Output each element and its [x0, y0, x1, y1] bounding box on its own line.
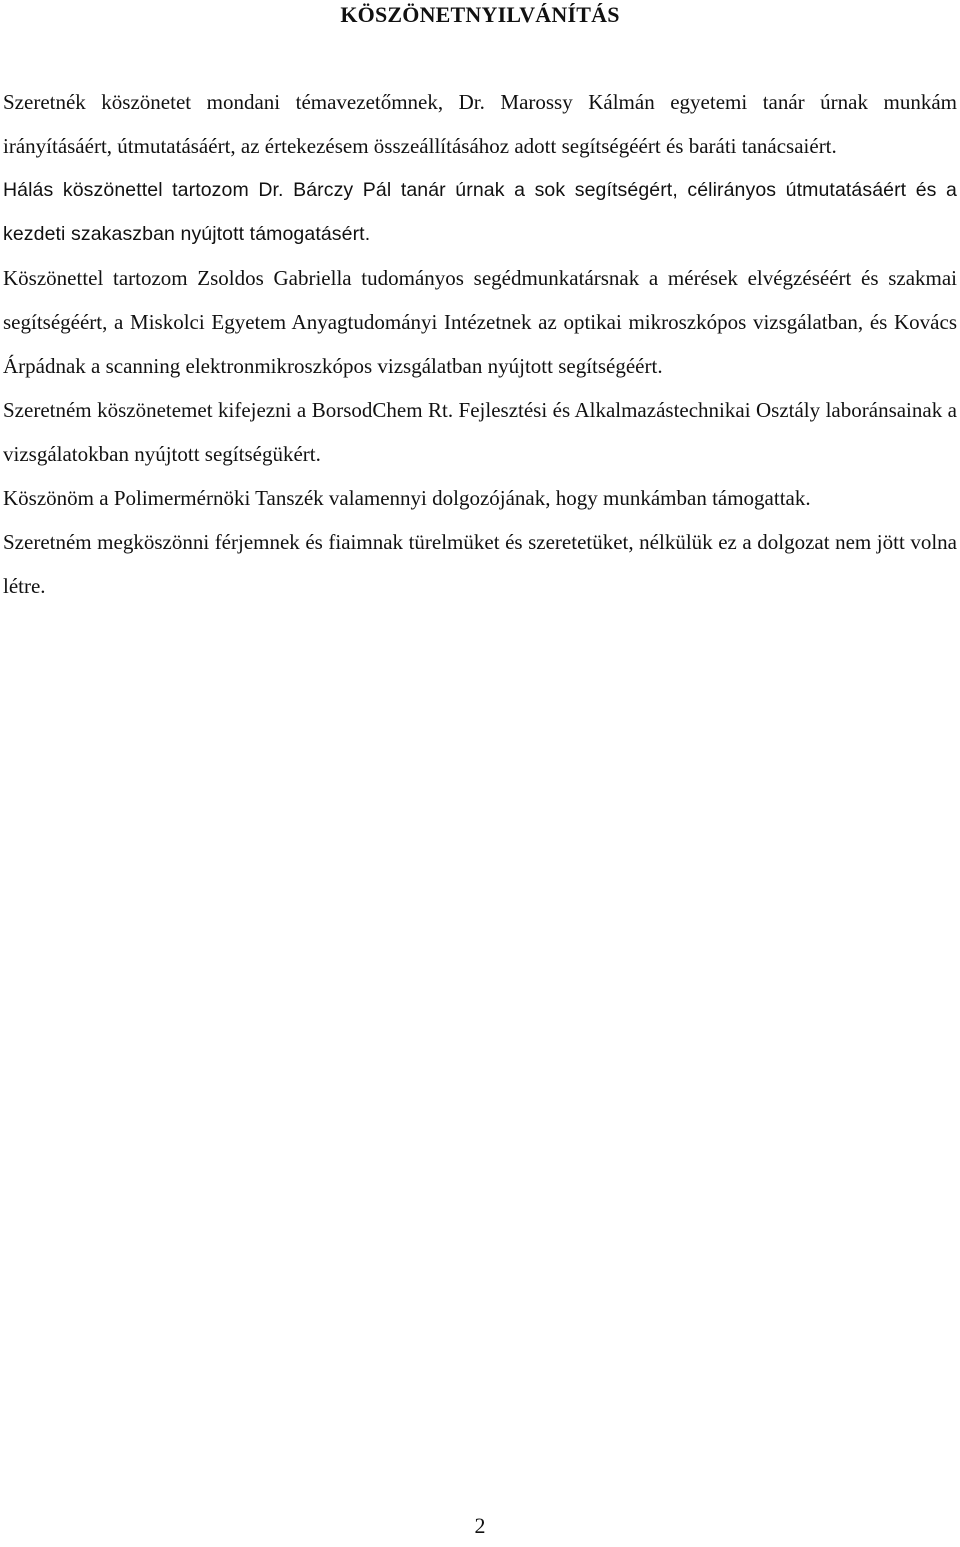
page-number: 2	[474, 1513, 486, 1538]
paragraph-advisor: Szeretnék köszönetet mondani témavezetőmnek, Dr. Marossy Kálmán egyetemi tanár úrnak munkám irányításáért, útmutatásáért, az értekezésem összeállításához adott segítségéért és baráti tanácsaiért.	[3, 90, 957, 158]
paragraph-borsodchem: Szeretném köszönetemet kifejezni a BorsodChem Rt. Fejlesztési és Alkalmazástechnikai Osztály laboránsainak a vizsgálatokban nyújtott segítségükért.	[3, 398, 957, 466]
paragraph-barczy: Hálás köszönettel tartozom Dr. Bárczy Pál tanár úrnak a sok segítségért, célirányos útmutatásáért és a kezdeti szakaszban nyújtott támogatásért.	[3, 179, 957, 245]
paragraph-family: Szeretném megköszönni férjemnek és fiaimnak türelmüket és szeretetüket, nélkülük ez a dolgozat nem jött volna létre.	[3, 530, 957, 598]
paragraph-zsoldos: Köszönettel tartozom Zsoldos Gabriella tudományos segédmunkatársnak a mérések elvégzéséért és szakmai segítségéért, a Miskolci Egyetem Anyagtudományi Intézetnek az optikai mikroszkópos vizsgálatban, és Kovács Árpádnak a scanning elektronmikroszkópos vizsgálatban nyújtott segítségéért.	[3, 266, 957, 378]
paragraph-department: Köszönöm a Polimermérnöki Tanszék valamennyi dolgozójának, hogy munkámban támogattak.	[3, 486, 811, 510]
document-body	[3, 80, 957, 608]
page-title: KÖSZÖNETNYILVÁNÍTÁS	[340, 2, 620, 27]
